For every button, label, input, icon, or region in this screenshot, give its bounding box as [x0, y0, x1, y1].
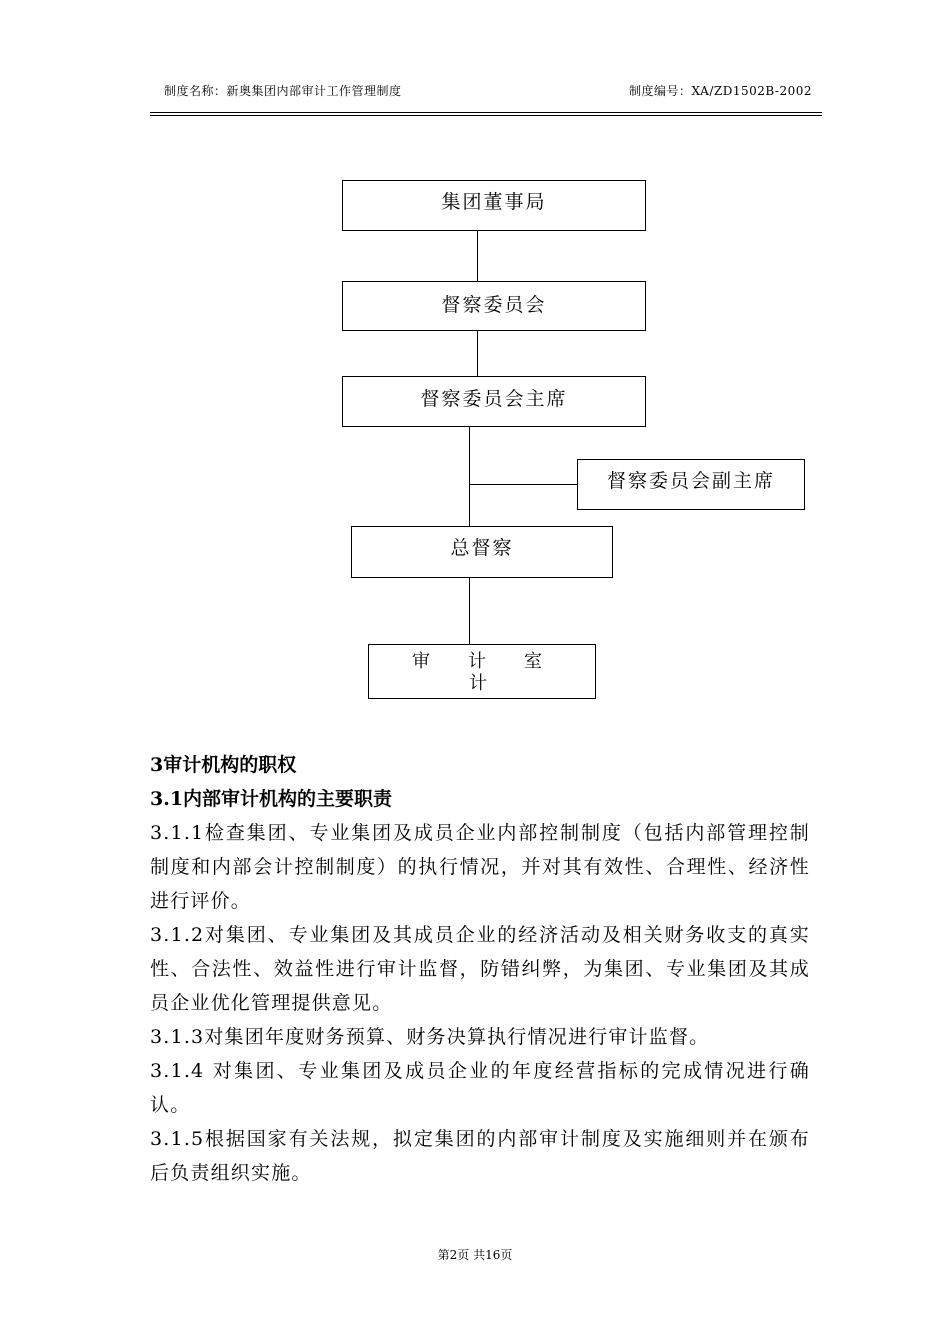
connector-board-committee — [477, 230, 478, 282]
document-code: 制度编号：XA/ZD1502B-2002 — [629, 84, 812, 98]
duty-item: 3.1.5根据国家有关法规，拟定集团的内部审计制度及实施细则并在颁布后负责组织实施。 — [150, 1128, 810, 1184]
org-box-committee — [342, 281, 646, 331]
org-box-audit-room — [368, 644, 596, 699]
connector-chairman-chief — [469, 426, 470, 527]
org-label-audit-room: 审 计 室 — [412, 651, 552, 672]
duty-item: 3.1.4 对集团、专业集团及成员企业的年度经营指标的完成情况进行确认。 — [150, 1060, 810, 1116]
connector-to-vice-chairman — [469, 484, 578, 485]
document-name: 制度名称：新奥集团内部审计工作管理制度 — [164, 84, 402, 98]
section-content — [150, 748, 810, 1190]
org-box-vice-chairman — [577, 459, 805, 510]
org-label-vice-chairman: 督察委员会副主席 — [606, 470, 775, 492]
org-box-board — [342, 180, 646, 231]
duty-item: 3.1.3对集团年度财务预算、财务决算执行情况进行审计监督。 — [150, 1026, 710, 1048]
org-box-chairman — [342, 376, 646, 427]
org-label-chairman: 督察委员会主席 — [420, 388, 568, 410]
duty-item: 3.1.2对集团、专业集团及其成员企业的经济活动及相关财务收支的真实性、合法性、效益性进行审计监督，防错纠弊，为集团、专业集团及其成员企业优化管理提供意见。 — [150, 924, 810, 1014]
org-label-chief-inspector: 总督察 — [450, 537, 514, 559]
connector-committee-chairman — [477, 330, 478, 377]
org-label-audit-room-wrap: 计 — [469, 673, 489, 694]
org-label-committee: 督察委员会 — [441, 294, 547, 316]
section-title: 3审计机构的职权 — [150, 754, 297, 776]
page-number: 第2页 共16页 — [437, 1248, 513, 1262]
connector-chief-audit — [469, 577, 470, 645]
section-subtitle: 3.1内部审计机构的主要职责 — [150, 788, 393, 810]
duty-item: 3.1.1检查集团、专业集团及成员企业内部控制制度（包括内部管理控制制度和内部会计控制制度）的执行情况，并对其有效性、合理性、经济性进行评价。 — [150, 822, 810, 912]
org-box-chief-inspector — [351, 526, 613, 578]
org-label-board: 集团董事局 — [441, 191, 547, 213]
